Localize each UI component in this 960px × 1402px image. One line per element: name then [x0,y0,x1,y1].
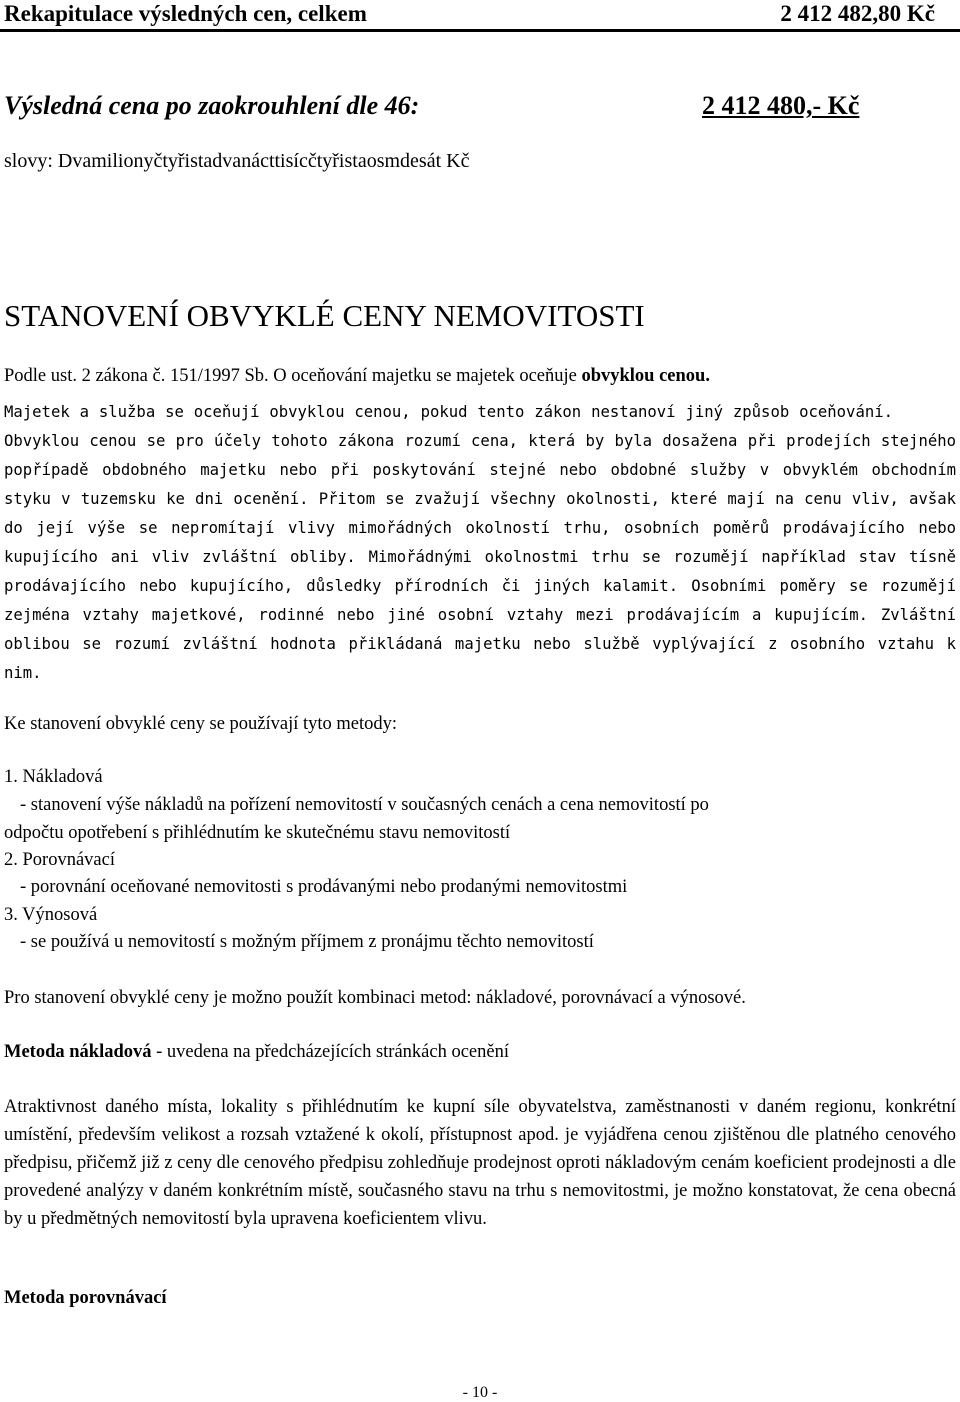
recap-total-value: 2 412 482,80 Kč [780,1,935,26]
method-title-cost: 1. Nákladová [4,767,103,787]
method-desc-income: - se používá u nemovitostí s možným příjmem z pronájmu těchto nemovitostí [20,932,594,952]
methods-intro: Ke stanovení obvyklé ceny se používají tyto metody: [4,714,398,734]
recap-label: Rekapitulace výsledných cen, celkem [4,1,367,26]
cost-method-line [4,1038,509,1066]
law-intro-text: Podle ust. 2 zákona č. 151/1997 Sb. O oceňování majetku se majetek oceňuje [4,366,582,386]
law-intro [4,362,710,390]
final-price-value: 2 412 480,- Kč [702,91,860,120]
law-definition: Majetek a služba se oceňují obvyklou cenou, pokud tento zákon nestanoví jiný způsob oceňování. [4,403,893,421]
recap-divider [0,29,960,32]
comparative-method-label: Metoda porovnávací [4,1288,167,1308]
method-title-income: 3. Výnosová [4,905,98,925]
attractiveness-paragraph: Atraktivnost daného místa, lokality s přihlédnutím ke kupní síle obyvatelstva, zaměstnanosti v daném regionu, konkrétní umístění, především velikost a rozsah vztažené k okolí, přístupnost apod. je vyjádřena cenou zjištěnou dle platného cenového předpisu, přičemž již z ceny dle cenového předpisu zohledňuje prodejnost oproti nákladovým cenám koeficient prodejnosti a dle provedené analýzy v daném konkrétním místě, současného stavu na trhu s nemovitostmi, je možno konstatovat, že cena obecná by u předmětných nemovitostí byla upravena koeficientem vlivu. [4,1097,956,1229]
method-title-comparative: 2. Porovnávací [4,850,115,870]
methods-combination: Pro stanovení obvyklé ceny je možno použít kombinaci metod: nákladové, porovnávací a výnosové. [4,988,746,1008]
law-intro-bold: obvyklou cenou. [581,366,710,386]
method-desc-comparative: - porovnání oceňované nemovitosti s prodávanými nebo prodanými nemovitostmi [20,877,628,897]
section-heading: STANOVENÍ OBVYKLÉ CENY NEMOVITOSTI [4,298,645,333]
law-description: Obvyklou cenou se pro účely tohoto zákona rozumí cena, která by byla dosažena při prodejích stejného popřípadě obdobného majetku nebo při poskytování stejné nebo obdobné služby v obvyklém obchodním styku v tuzemsku ke dni ocenění. Přitom se zvažují všechny okolnosti, které mají na cenu vliv, avšak do její výše se nepromítají vlivy mimořádných okolností trhu, osobních poměrů prodávajícího nebo kupujícího ani vliv zvláštní obliby. Mimořádnými okolnostmi trhu se rozumějí například stav tísně prodávajícího nebo kupujícího, důsledky přírodních či jiných kalamit. Osobními poměry se rozumějí zejména vztahy majetkové, rodinné nebo jiné osobní vztahy mezi prodávajícím a kupujícím. Zvláštní oblibou se rozumí zvláštní hodnota přikládaná majetku nebo službě vyplývající z osobního vztahu k nim. [4,432,956,682]
price-in-words: slovy: Dvamilionyčtyřistadvanácttisícčtyřistaosmdesát Kč [4,150,470,172]
method-desc-cost: - stanovení výše nákladů na pořízení nemovitostí v současných cenách a cena nemovitostí po [20,795,709,815]
final-price-label: Výsledná cena po zaokrouhlení dle 46: [4,91,420,120]
page-number: - 10 - [462,1384,498,1401]
recap-header [0,0,960,29]
comparative-method-heading [4,1284,167,1312]
cost-method-text: - uvedena na předcházejících stránkách ocenění [151,1042,509,1062]
cost-method-label: Metoda nákladová [4,1042,152,1062]
method-desc-cost-cont: odpočtu opotřebení s přihlédnutím ke skutečnému stavu nemovitostí [4,823,511,843]
